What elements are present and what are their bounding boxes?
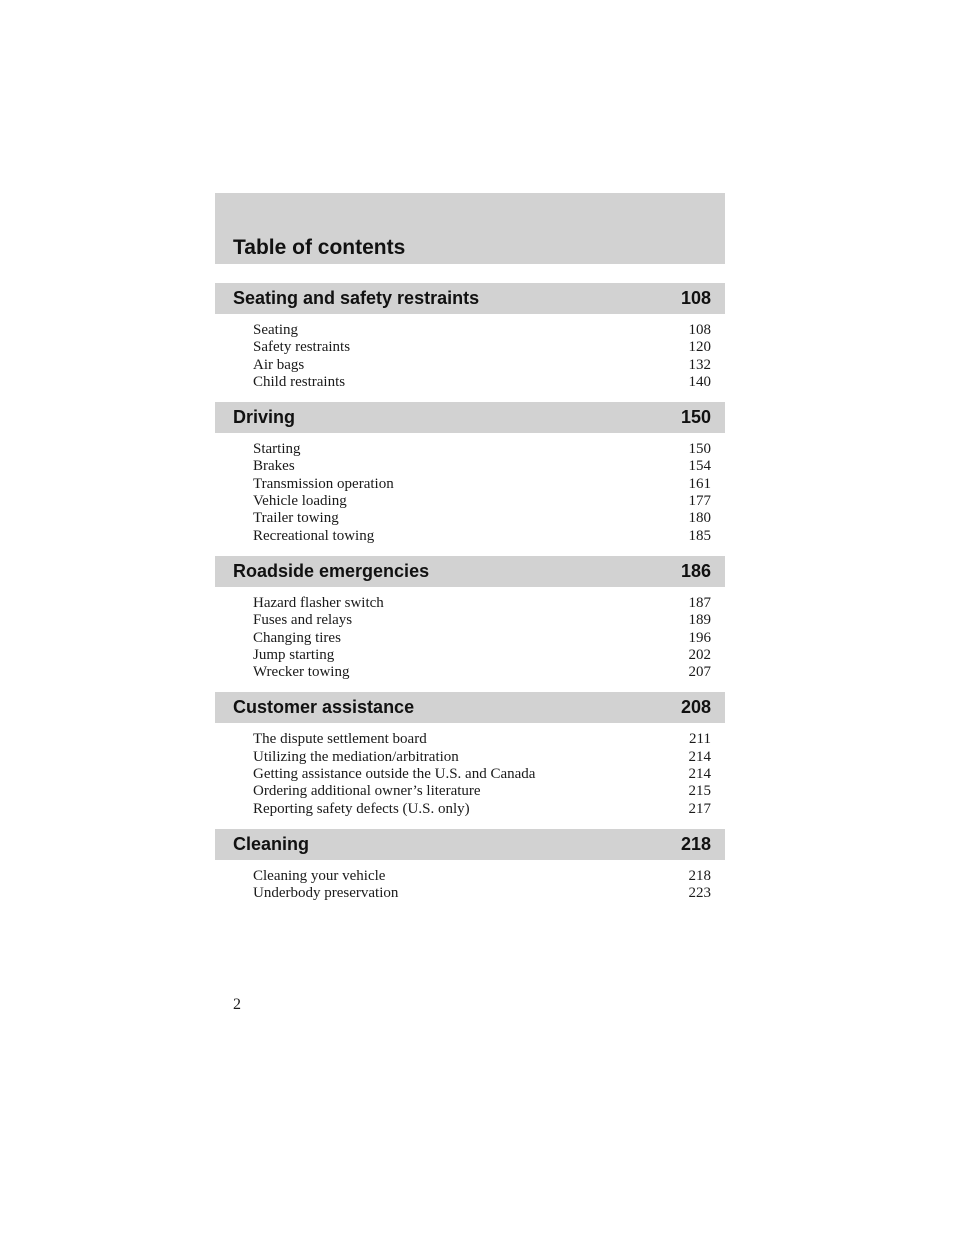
entry-title: Transmission operation [253,475,394,492]
entry-title: Fuses and relays [253,612,353,629]
entry-title: Getting assistance outside the U.S. and Canada [253,766,536,783]
toc-entry[interactable] [215,322,725,339]
toc-entry[interactable] [215,885,725,902]
entry-page-number: 161 [688,475,711,492]
entry-title: Reporting safety defects (U.S. only) [253,800,470,817]
section-page-number: 186 [680,560,711,581]
entry-page-number: 132 [688,356,711,373]
entry-page-number: 108 [688,322,711,338]
entry-page-number: 180 [688,510,711,527]
toc-entry[interactable] [215,441,725,458]
entry-title: Underbody preservation [253,885,399,902]
entry-page-number: 223 [688,885,711,902]
toc-entry[interactable] [215,612,725,629]
entry-title: Trailer towing [253,510,339,527]
section-page-number: 108 [680,288,711,308]
toc-entry[interactable] [215,749,725,766]
entry-page-number: 202 [688,646,711,663]
toc-entry[interactable] [215,476,725,493]
page-title: Table of contents [233,236,406,259]
entry-title: Recreational towing [253,527,375,544]
section-title: Customer assistance [233,697,415,718]
toc-entry[interactable] [215,647,725,664]
entry-page-number: 196 [688,629,711,646]
toc-entry[interactable] [215,528,725,545]
toc-entry[interactable] [215,510,725,527]
section-header[interactable] [215,283,725,314]
entry-page-number: 214 [688,766,711,783]
entry-page-number: 207 [688,664,711,681]
toc-header-box [215,193,725,264]
entry-title: Hazard flasher switch [253,594,384,611]
entry-page-number: 154 [688,458,711,475]
toc-entry[interactable] [215,766,725,783]
entry-page-number: 185 [688,527,711,544]
entry-title: The dispute settlement board [253,731,427,748]
entry-page-number: 140 [688,373,711,390]
page-number: 2 [233,996,241,1013]
entry-title: Starting [253,441,301,458]
entry-page-number: 189 [688,612,711,629]
entry-title: Seating [253,322,298,338]
toc-entry[interactable] [215,868,725,885]
entry-title: Safety restraints [253,339,351,356]
entry-title: Brakes [253,458,295,475]
toc-entry[interactable] [215,731,725,748]
section-header[interactable] [215,829,725,860]
entry-page-number: 177 [688,493,711,510]
entry-page-number: 150 [688,441,711,458]
toc-entry[interactable] [215,595,725,612]
entry-title: Child restraints [253,373,346,390]
toc-entry[interactable] [215,783,725,800]
toc-section-cleaning [215,829,725,914]
entry-page-number: 187 [688,594,711,611]
toc-entry[interactable] [215,664,725,681]
entry-page-number: 218 [688,867,711,884]
section-page-number: 218 [680,833,711,854]
toc-entry[interactable] [215,357,725,374]
entry-title: Air bags [253,356,305,373]
toc-entry[interactable] [215,493,725,510]
toc-entry[interactable] [215,801,725,818]
section-header[interactable] [215,402,725,433]
section-title: Roadside emergencies [233,560,430,581]
table-of-contents [215,283,725,914]
toc-section-driving [215,402,725,556]
entry-title: Ordering additional owner’s literature [253,783,481,800]
toc-entry[interactable] [215,630,725,647]
toc-section-roadside [215,556,725,692]
toc-section-customer-assistance [215,692,725,828]
entry-title: Jump starting [253,646,335,663]
section-page-number: 208 [680,697,711,718]
entry-page-number: 214 [688,748,711,765]
entry-title: Utilizing the mediation/arbitration [253,748,459,765]
section-title: Driving [233,407,296,428]
entry-page-number: 120 [688,339,711,356]
entry-title: Vehicle loading [253,493,347,510]
section-page-number: 150 [680,407,711,428]
toc-entry[interactable] [215,374,725,391]
entry-page-number: 217 [688,800,711,817]
entry-title: Cleaning your vehicle [253,867,386,884]
entry-page-number: 211 [689,731,711,748]
section-title: Cleaning [233,833,310,854]
entry-page-number: 215 [688,783,711,800]
toc-entry[interactable] [215,339,725,356]
section-header[interactable] [215,692,725,723]
section-title: Seating and safety restraints [233,288,480,308]
toc-section-seating [215,283,725,402]
entry-title: Wrecker towing [253,664,350,681]
entry-title: Changing tires [253,629,341,646]
section-header[interactable] [215,556,725,587]
toc-entry[interactable] [215,458,725,475]
